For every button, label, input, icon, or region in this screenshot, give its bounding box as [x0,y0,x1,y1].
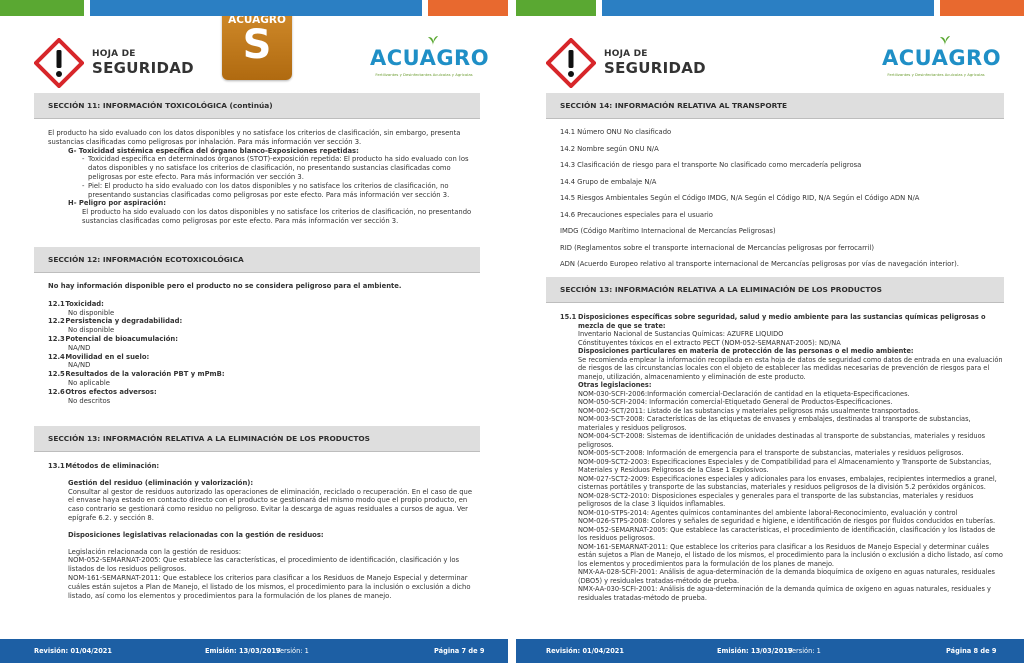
top-bar-blue [90,0,422,16]
sec12-value: No aplicable [68,378,110,387]
acuagro-logo [370,42,490,82]
sec11-g-title: G- Toxicidad sistémica específica del órgano blanco-Exposiciones repetidas: [68,146,359,155]
sec15-block [560,313,1006,602]
sec11-paragraph: El producto ha sido evaluado con los datos disponibles y no satisface los criterios de clasificación, sin embargo, presenta sustancias clasificadas como peligrosas por inhalación. Para más información ver sección 3. [48,129,461,146]
badge-letter: S [242,22,272,68]
section-15-body [560,313,1006,602]
sec14-num: 14.5 [560,194,576,202]
footer-version: Versión: 1 [276,647,309,655]
sec15-line: Otras legislaciones: [578,381,652,389]
top-bar-orange-2 [940,0,1024,16]
doc-title-small: HOJA DE [92,49,136,59]
section-14-body [560,128,1000,269]
acuagro-s-badge [222,16,292,80]
sec14-adn: ADN (Acuerdo Europeo relativo al transporte internacional de Mercancías peligrosas por vías de navegación interior). [560,260,959,268]
sec11-h-text: El producto ha sido evaluado con los datos disponibles y no satisface los criterios de clasificación, no presentando sustancias clasificadas como peligrosas por este efecto. Para más información ver sección 3. [82,208,472,225]
sec14-imdg: IMDG (Código Marítimo Internacional de Mercancías Peligrosas) [560,227,776,235]
section-12-body [48,282,472,405]
sec13-num: 13.1 [48,462,65,470]
sec15-line: Inventario Nacional de Sustancias Químicas: AZUFRE LIQUIDO [578,330,784,338]
sec14-text: Grupo de embalaje N/A [577,177,657,186]
sec14-item [560,211,1000,220]
sec12-label: Persistencia y degradabilidad: [65,317,183,326]
section-13-header [34,426,480,452]
sec12-num: 12.1 [48,299,65,308]
sec14-num: 14.3 [560,161,576,169]
page-left [0,16,512,636]
footer-version: Versión: 1 [788,647,821,655]
doc-title-small: HOJA DE [604,49,648,59]
section-15-header [546,277,1004,303]
page-right [512,16,1024,636]
sec13-gestion-text: Consultar al gestor de residuos autorizado las operaciones de eliminación, reciclado o recuperación. En el caso de que el envase haya estado en contacto directo con el producto se gestionará del mismo modo que el propio producto, en caso contrario se gestionará como residuo no peligroso. Evitar la descarga de aguas residuales a cursos de agua. Ver epígrafe 6.2. y sección 8. [68,487,473,522]
leaf-icon [428,36,438,46]
sec12-value: No disponible [68,308,115,317]
sec13-methods-label: Métodos de eliminación: [65,462,160,470]
sec12-item [48,300,472,318]
sec13-disp-line-1: Legislación relacionada con la gestión de residuos: [68,547,241,556]
section-12-title: SECCIÓN 12: INFORMACIÓN ECOTOXICOLÓGICA [48,255,244,264]
footer-revision: Revisión: 01/04/2021 [546,647,624,655]
sec12-num: 12.4 [48,352,65,361]
sec15-line: NOM-005-SCT-2008: Información de emergencia para el transporte de substancias, materiales y residuos peligrosos. [578,449,964,457]
section-11-title: SECCIÓN 11: INFORMACIÓN TOXICOLÓGICA (continúa) [48,101,273,110]
sec15-line: NMX-AA-030-SCFI-2001: Análisis de agua-determinación de la demanda química de oxígeno en aguas naturales, residuales y residuales tratadas-método de prueba. [578,585,991,602]
sec14-text: Precauciones especiales para el usuario [577,210,713,219]
sec15-line: NOM-010-STPS-2014: Agentes químicos contaminantes del ambiente laboral-Reconocimiento, evaluación y control [578,508,958,517]
sec11-g-bullet-1: - Toxicidad específica en determinados órganos (STOT)-exposición repetida: El producto ha sido evaluado con los datos disponibles y no satisface los criterios de clasificación, no presentando sustancias clasificadas como peligrosas por este efecto. Para más información ver sección 3. [48,155,472,181]
sec12-value: No descritos [68,396,111,405]
sec15-line: NOM-026-STPS-2008: Colores y señales de seguridad e higiene, e identificación de riesgos por fluidos conducidos en tuberías. [578,517,996,525]
sec13-disp-line-2: NOM-052-SEMARNAT-2005: Que establece las características, el procedimiento de identificación, clasificación y los listados de los residuos peligrosos. [68,556,460,574]
section-11-header [34,93,480,119]
section-15-title: SECCIÓN 13: INFORMACIÓN RELATIVA A LA ELIMINACIÓN DE LOS PRODUCTOS [560,285,882,294]
sec13-gestion-title: Gestión del residuo (eliminación y valorización): [68,478,254,487]
sec13-disp-line-3: NOM-161-SEMARNAT-2011: Que establece los criterios para clasificar a los Residuos de Manejo Especial y determinar cuáles están sujetos a Plan de Manejo, el listado de los mismos, el procedimiento para la inclusión o exclusión a dicho listado, así como los elementos y procedimientos para la formulación de los planes de manejo. [68,573,471,600]
sec12-value: No disponible [68,326,115,335]
sec15-line: NOM-002-SCT/2011: Listado de las substancias y materiales peligrosos más usualmente transportados. [578,406,921,415]
top-bar-green-2 [512,0,596,16]
sec12-label: Toxicidad: [65,299,104,308]
sec12-label: Otros efectos adversos: [65,387,157,396]
sec15-line: NMX-AA-028-SCFI-2001: Análisis de agua-determinación de la demanda bioquímica de oxígeno en aguas naturales, residuales (DBO5) y residuales tratadas-método de prueba. [578,568,995,585]
hazard-exclamation-icon [34,38,84,88]
sec15-line: NOM-161-SEMARNAT-2011: Que establece los criterios para clasificar a los Residuos de Manejo Especial y determinar cuáles están sujetos a Plan de Manejo, el listado de los mismos, el procedimiento para la inclusión o exclusión a dicho listado, así como los elementos y procedimientos para la formulación de los planes de manejo. [578,542,1003,568]
sec14-item [560,145,1000,154]
doc-title: SEGURIDAD [92,59,194,77]
sec12-label: Potencial de bioacumulación: [65,334,178,343]
section-13-body [48,462,472,600]
sec12-num: 12.6 [48,387,65,396]
sec12-num: 12.5 [48,370,65,379]
section-11-body [48,129,472,226]
top-bar-orange [428,0,512,16]
footer-left [0,639,512,663]
footer-revision: Revisión: 01/04/2021 [34,647,112,655]
logo-subtitle: Fertilizantes y Desinfectantes Acuícolas y Agrícolas [375,72,473,77]
sec14-num: 14.1 [560,128,576,136]
section-14-header [546,93,1004,119]
sec15-head: Disposiciones específicas sobre seguridad, salud y medio ambiente para las sustancias químicas peligrosas o mezcla de que se trate: [578,313,986,330]
top-bar-blue-2 [602,0,934,16]
footer-page: Página 7 de 9 [434,647,485,655]
section-12-header [34,247,480,273]
sec12-item [48,353,472,371]
page-gutter [508,0,516,663]
sec15-num: 15.1 [560,313,577,321]
footer-page: Página 8 de 9 [946,647,997,655]
sec15-line: Se recomienda emplear la información recopilada en esta hoja de datos de seguridad como datos de entrada en una evaluación de riesgos de las circunstancias locales con el objeto de establecer las medidas necesarias de prevención de riesgos para el manejo, utilización, almacenamiento y eliminación de este producto. [578,355,1003,381]
sec14-item [560,128,1000,137]
sec15-line: NOM-050-SCFI-2004: Información comercial-Etiquetado General de Productos-Especificaciones. [578,398,893,406]
sec15-line: NOM-004-SCT-2008: Sistemas de identificación de unidades destinadas al transporte de substancias, materiales y residuos peligrosos. [578,432,986,449]
sec12-label: Movilidad en el suelo: [65,352,150,361]
sec14-text: Número ONU No clasificado [577,128,672,136]
sec12-intro: No hay información disponible pero el producto no se considera peligroso para el ambiente. [48,282,402,290]
sec14-rid: RID (Reglamentos sobre el transporte internacional de Mercancías peligrosas por ferrocarril) [560,243,874,252]
sec11-h-title: H- Peligro por aspiración: [68,199,166,208]
sec14-num: 14.6 [560,210,576,219]
sec12-value: NA/ND [68,343,91,352]
sec15-line: NOM-027-SCT2-2009: Especificaciones especiales y adicionales para los envases, embalajes, recipientes intermedios a granel, cisternas portátiles y transporte de las substancias, materiales y residuos peligrosos de la división 5.2 peróxidos orgánicos. [578,474,997,491]
sec14-num: 14.2 [560,144,576,153]
sec11-g-bullet-2: - Piel: El producto ha sido evaluado con los datos disponibles y no satisface los criterios de clasificación, no presentando sustancias clasificadas como peligrosas por este efecto. Para más información ver sección 3. [48,182,472,200]
sec15-line: NOM-030-SCFI-2006:Información comercial-Declaración de cantidad en la etiqueta-Especificaciones. [578,389,910,398]
sec12-value: NA/ND [68,361,91,370]
sec14-text: Clasificación de riesgo para el transporte No clasificado como mercadería peligrosa [577,161,862,169]
sec15-line: NOM-052-SEMARNAT-2005: Que establece las características, el procedimiento de identificación, clasificación y los listados de los residuos peligrosos. [578,525,996,542]
sec12-item [48,335,472,353]
hazard-exclamation-icon [546,38,596,88]
sec14-item [560,194,1000,203]
section-13-title: SECCIÓN 13: INFORMACIÓN RELATIVA A LA ELIMINACIÓN DE LOS PRODUCTOS [48,434,370,443]
logo-text: ACUAGRO [370,46,490,70]
sec12-num: 12.3 [48,334,65,343]
badge-label: ACUAGRO [228,16,286,26]
acuagro-logo [882,42,1002,82]
top-bar-green [0,0,84,16]
doc-title: SEGURIDAD [604,59,706,77]
sec12-label: Resultados de la valoración PBT y mPmB: [65,370,225,379]
sec15-line: Disposiciones particulares en materia de protección de las personas o el medio ambiente: [578,347,914,355]
sec15-line: NOM-009-SCT2-2003: Especificaciones Especiales y de Compatibilidad para el Almacenamiento y Transporte de Substancias, Materiales y Residuos Peligrosos de la Clase 1 Explosivos. [578,457,992,474]
sec12-item [48,317,472,335]
sec13-disp-title: Disposiciones legislativas relacionadas con la gestión de residuos: [68,530,324,539]
sec15-line: NOM-003-SCT-2008: Características de las etiquetas de envases y embalajes, destinadas al transporte de substancias, materiales y residuos peligrosos. [578,415,971,432]
footer-right [512,639,1024,663]
sec14-text: Nombre según ONU N/A [577,144,659,153]
footer-emision: Emisión: 13/03/2019 [205,647,281,655]
sec12-num: 12.2 [48,317,65,326]
sec14-item [560,178,1000,187]
sec12-item [48,370,472,388]
logo-subtitle: Fertilizantes y Desinfectantes Acuícolas y Agrícolas [887,72,985,77]
sec15-line: NOM-028-SCT2-2010: Disposiciones especiales y generales para el transporte de las substancias, materiales y residuos peligrosos de la clase 3 líquidos inflamables. [578,491,974,508]
leaf-icon [940,36,950,46]
sec14-num: 14.4 [560,177,576,186]
section-14-title: SECCIÓN 14: INFORMACIÓN RELATIVA AL TRANSPORTE [560,101,788,110]
sec14-text: Riesgos Ambientales Según el Código IMDG, N/A Según el Código RID, N/A Según el Código ADN N/A [577,194,920,202]
sec14-item [560,161,1000,170]
footer-emision: Emisión: 13/03/2019 [717,647,793,655]
sec15-line: Cónstituyentes tóxicos en el extracto PECT (NOM-052-SEMARNAT-2005): ND/NA [578,338,841,347]
sec12-item [48,388,472,406]
logo-text: ACUAGRO [882,46,1002,70]
